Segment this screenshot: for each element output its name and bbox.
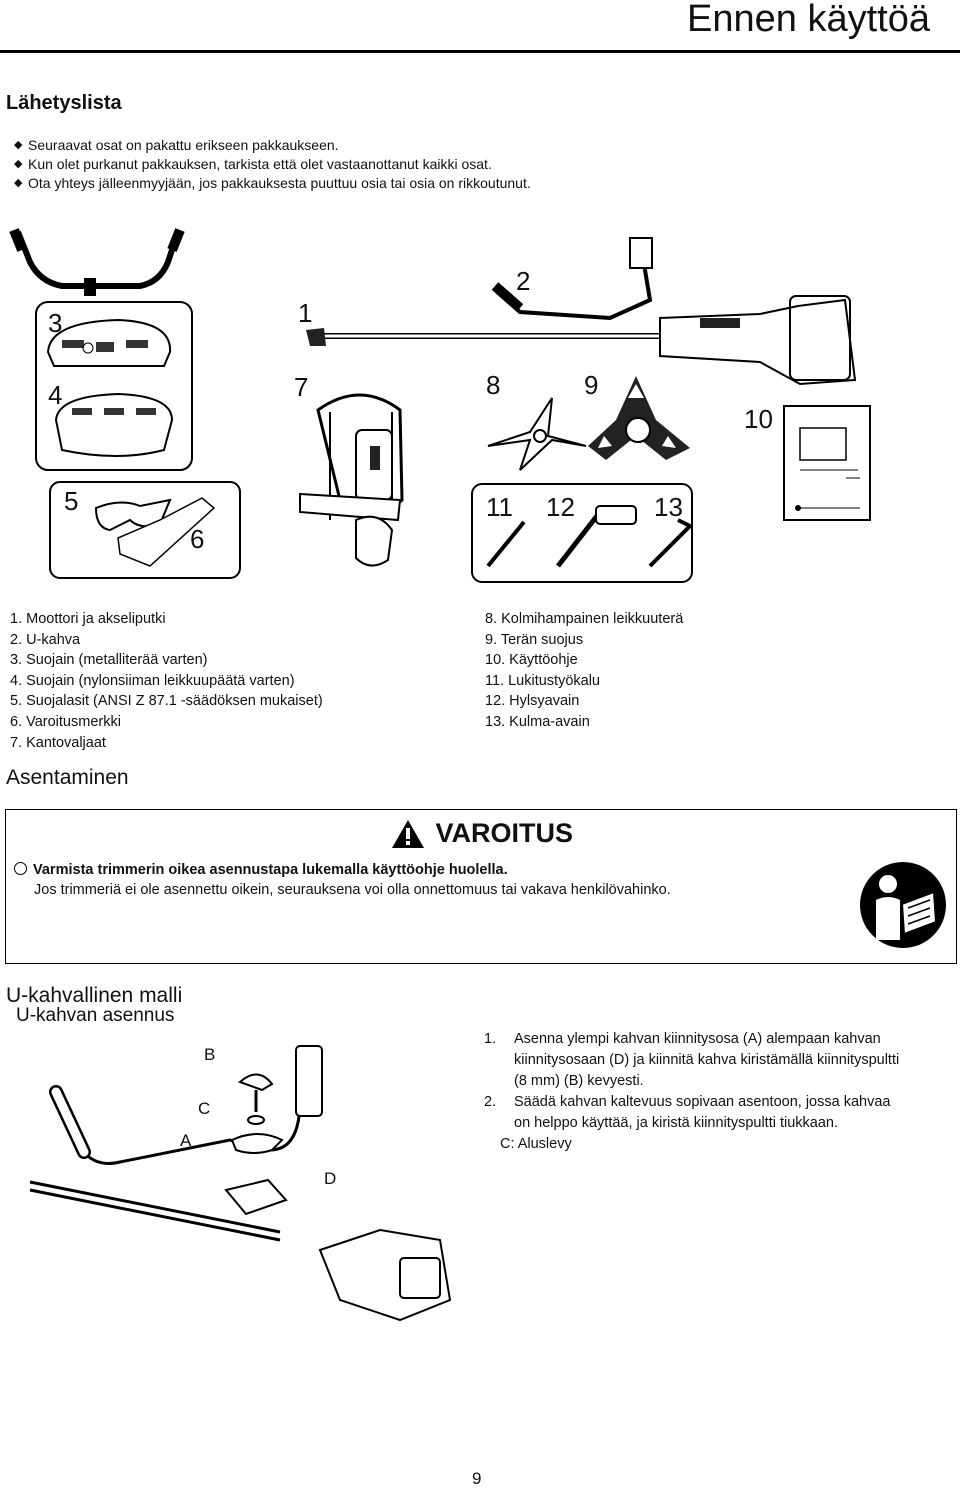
parts-list-item: 4. Suojain (nylonsiiman leikkuupäätä varten) (10, 672, 295, 689)
blade-cover-illustration (588, 376, 690, 460)
engine-shaft-illustration (306, 238, 855, 384)
subheading-uhandle-install: U-kahvan asennus (16, 1005, 175, 1026)
diamond-bullet-icon: ◆ (14, 158, 23, 170)
callout-6: 6 (190, 524, 205, 554)
callout-2: 2 (516, 266, 531, 296)
warning-triangle-icon (391, 819, 425, 849)
section-heading-assembly: Asentaminen (6, 766, 129, 789)
callout-11: 11 (486, 492, 513, 522)
parts-list-item: 9. Terän suojus (485, 631, 584, 648)
parts-illustration (0, 215, 960, 595)
shipping-bullet-list (6, 136, 531, 193)
u-handle-illustration (14, 230, 180, 296)
callout-5: 5 (64, 486, 79, 516)
section-heading-shipping: Lähetyslista (6, 92, 122, 114)
parts-list-right (485, 609, 683, 733)
step-item: 2. Säädä kahvan kaltevuus sopivaan asentoon, jossa kahvaa on helppo käyttää, ja kiristä kiinnityspultti tiukkaan. (484, 1094, 891, 1131)
callout-12: 12 (546, 492, 575, 522)
parts-list-item: 7. Kantovaljaat (10, 734, 106, 751)
callout-3: 3 (48, 308, 63, 338)
three-tooth-blade-illustration (488, 398, 586, 470)
page-number: 9 (472, 1469, 482, 1488)
harness-illustration (300, 395, 402, 566)
diamond-bullet-icon: ◆ (14, 177, 23, 189)
callout-C: C (198, 1099, 211, 1118)
parts-list-item: 6. Varoitusmerkki (10, 713, 121, 730)
section-heading-uhandle: U-kahvallinen malli (6, 984, 183, 1007)
u-handle-assembly-drawing (30, 1046, 450, 1320)
warning-title: VAROITUS (435, 818, 573, 848)
circle-bullet-icon (14, 862, 27, 875)
metal-blade-guard-illustration (48, 320, 170, 366)
nylon-head-guard-illustration (56, 394, 172, 456)
bullet-item: ◆ Kun olet purkanut pakkauksen, tarkista että olet vastaanottanut kaikki osat. (14, 156, 492, 172)
parts-list-item: 10. Käyttöohje (485, 652, 578, 669)
parts-list-item: 13. Kulma-avain (485, 713, 590, 730)
parts-list-left (10, 609, 323, 753)
parts-list-item: 2. U-kahva (10, 631, 81, 648)
manual-illustration (784, 406, 870, 520)
parts-list-item: 11. Lukitustyökalu (485, 672, 600, 689)
callout-8: 8 (486, 370, 501, 400)
uhandle-assembly-illustration (0, 1030, 470, 1330)
parts-list-item: 5. Suojalasit (ANSI Z 87.1 -säädöksen mukaiset) (10, 693, 323, 710)
installation-steps (484, 1029, 899, 1155)
warning-line-1: Varmista trimmerin oikea asennustapa lukemalla käyttöohje huolella. (14, 862, 508, 878)
bullet-item: ◆ Ota yhteys jälleenmyyjään, jos pakkauksesta puuttuu osia tai osia on rikkoutunut. (14, 175, 531, 191)
parts-list-item: 12. Hylsyavain (485, 693, 580, 710)
read-manual-icon (858, 860, 948, 950)
step-note: C: Aluslevy (500, 1136, 572, 1152)
callout-7: 7 (294, 372, 309, 402)
warning-box (5, 809, 957, 964)
warning-line-2: Jos trimmeriä ei ole asennettu oikein, seurauksena voi olla onnettomuus tai vakava henkilövahinko. (34, 882, 671, 898)
callout-B: B (204, 1045, 216, 1064)
step-number: 2. (484, 1094, 497, 1110)
callout-D: D (324, 1169, 337, 1188)
angle-key-illustration (650, 520, 690, 566)
parts-list-item: 1. Moottori ja akseliputki (10, 611, 166, 627)
callout-10: 10 (744, 404, 773, 434)
diamond-bullet-icon: ◆ (14, 139, 23, 151)
parts-list-item: 3. Suojain (metalliterää varten) (10, 652, 208, 669)
header-rule (0, 50, 960, 53)
callout-A: A (180, 1131, 192, 1150)
callout-1: 1 (298, 298, 313, 328)
step-number: 1. (484, 1031, 497, 1047)
page-header-title: Ennen käyttöä (687, 0, 930, 40)
callout-9: 9 (584, 370, 599, 400)
callout-4: 4 (48, 380, 63, 410)
step-item: 1. Asenna ylempi kahvan kiinnitysosa (A) alempaan kahvan kiinnitysosaan (D) ja kiinnitä kahva kiristämällä kiinnityspultti (8 mm) (B) kevyesti. (484, 1031, 900, 1089)
bullet-item: ◆ Seuraavat osat on pakattu erikseen pakkaukseen. (14, 137, 339, 153)
callout-13: 13 (654, 492, 683, 522)
lock-tool-illustration (488, 522, 524, 566)
warning-title-row (391, 818, 573, 852)
parts-list-item: 8. Kolmihampainen leikkuuterä (485, 611, 684, 627)
